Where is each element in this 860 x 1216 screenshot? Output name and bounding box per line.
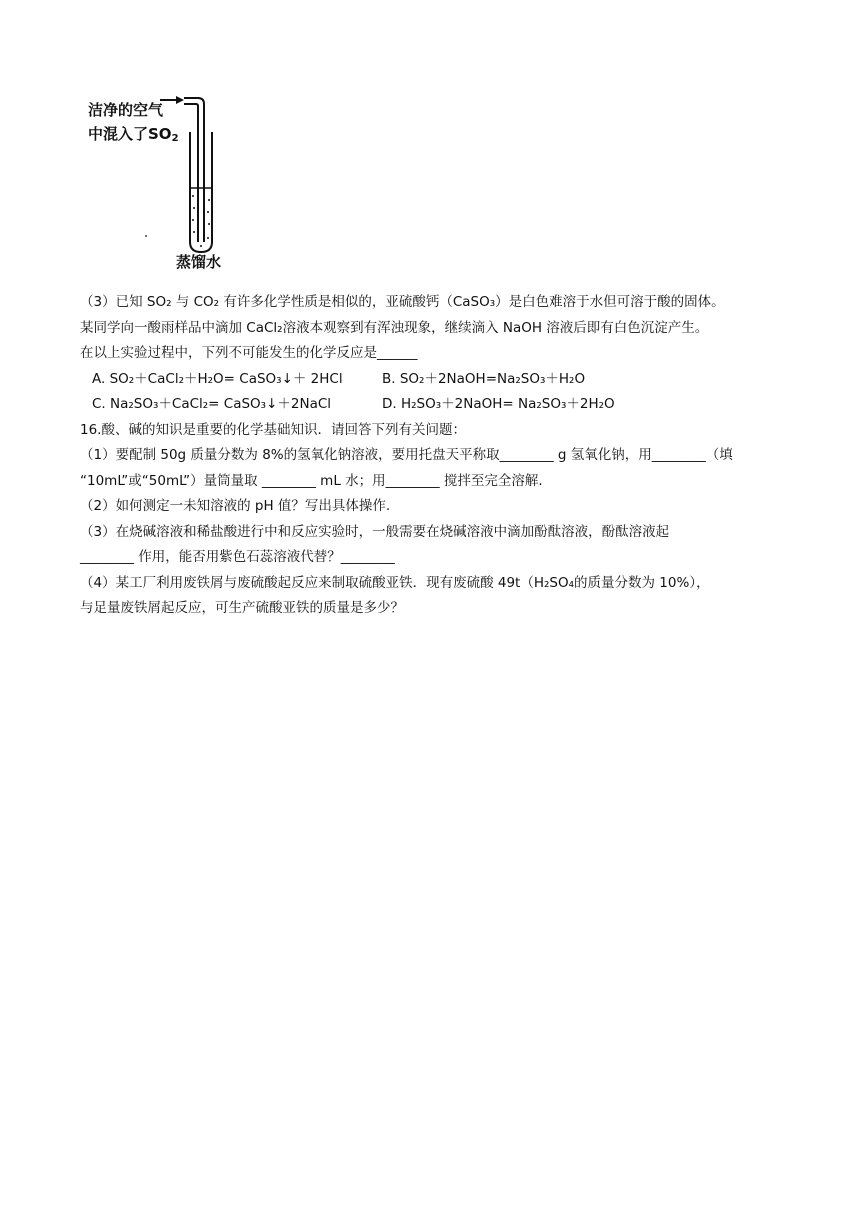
- figure-label-distilled-water: 蒸馏水: [176, 253, 222, 271]
- question-text: [80, 290, 800, 622]
- q15-3-options-row-2: [80, 392, 800, 418]
- option-a: A. SO₂＋CaCl₂＋H₂O= CaSO₃↓＋ 2HCl: [92, 370, 343, 387]
- option-d: D. H₂SO₃＋2NaOH= Na₂SO₃＋2H₂O: [382, 396, 615, 412]
- q16-part1-line-1: （1）要配制 50g 质量分数为 8%的氢氧化钠溶液，要用托盘天平称取________ g 氢氧化钠，用________（填: [80, 447, 733, 463]
- figure-label-clean-air: 洁净的空气: [88, 101, 164, 119]
- q16-heading: 16.酸、碱的知识是重要的化学基础知识．请回答下列有关问题：: [80, 421, 466, 438]
- q16-part4-line-1: （4）某工厂利用废铁屑与废硫酸起反应来制取硫酸亚铁．现有废硫酸 49t（H₂SO₄的质量分数为 10%），: [80, 574, 710, 591]
- apparatus-figure: [80, 92, 250, 278]
- figure-label-so2-mixed: [88, 124, 179, 149]
- option-c: C. Na₂SO₃＋CaCl₂= CaSO₃↓＋2NaCl: [92, 396, 332, 412]
- q16-part1-line-2: “10mL”或“50mL”）量筒量取 ________ mL 水；用________ 搅拌至完全溶解.: [80, 472, 543, 489]
- q16-part4-line-2: 与足量废铁屑起反应，可生产硫酸亚铁的质量是多少？: [80, 600, 404, 616]
- q16-part3-line-1: （3）在烧碱溶液和稀盐酸进行中和反应实验时，一般需要在烧碱溶液中滴加酚酞溶液，酚酞溶液起: [80, 523, 670, 540]
- figure-label-so2-sub: 2: [171, 133, 179, 144]
- q15-3-stem-line-3: 在以上实验过程中，下列不可能发生的化学反应是______: [80, 345, 418, 361]
- q15-3-stem-line-1: （3）已知 SO₂ 与 CO₂ 有许多化学性质是相似的，亚硫酸钙（CaSO₃）是白色难溶于水但可溶于酸的固体。: [80, 294, 725, 310]
- option-b: B. SO₂＋2NaOH=Na₂SO₃＋H₂O: [382, 370, 586, 387]
- q16-part2: （2）如何测定一未知溶液的 pH 值？写出具体操作.: [80, 498, 391, 514]
- q16-part3-line-2: ________ 作用，能否用紫色石蕊溶液代替？________: [80, 549, 395, 565]
- q15-3-options-row-1: [80, 367, 800, 393]
- q15-3-stem-line-2: 某同学向一酸雨样品中滴加 CaCl₂溶液本观察到有浑浊现象，继续滴入 NaOH 溶液后即有白色沉淀产生。: [80, 319, 709, 336]
- figure-label-so2-prefix: 中混入了SO: [88, 125, 172, 143]
